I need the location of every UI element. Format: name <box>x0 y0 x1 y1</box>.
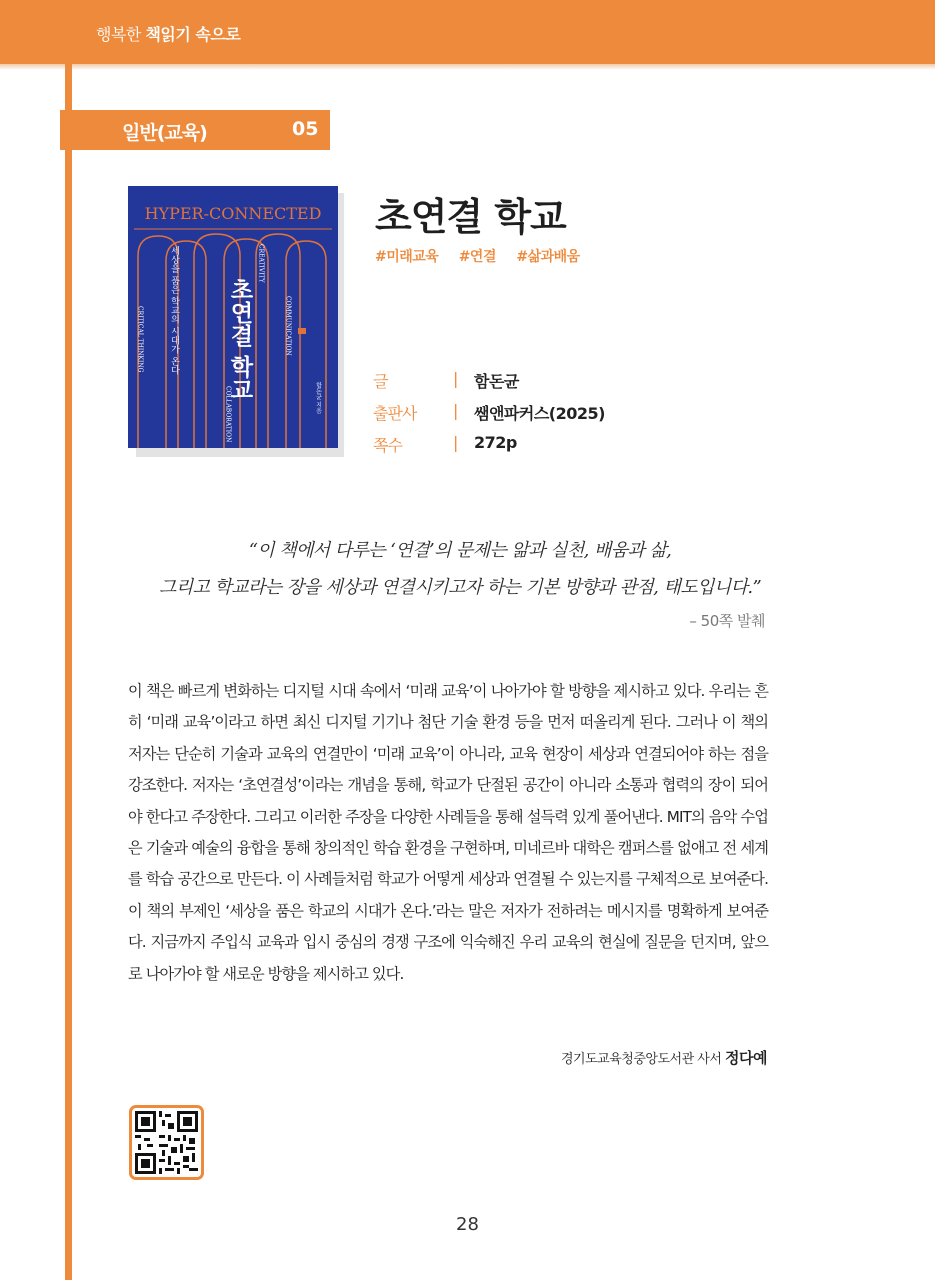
meta-value: 272p <box>474 433 517 452</box>
cover-title-en: HYPER-CONNECTED <box>144 204 322 223</box>
pull-quote <box>80 532 840 606</box>
cover-word-collaboration: COLLABORATION <box>224 386 232 443</box>
left-margin-rule <box>65 64 72 1280</box>
book-cover <box>128 186 338 448</box>
meta-value: 쌤앤파커스(2025) <box>474 404 605 423</box>
meta-separator: | <box>453 369 459 388</box>
series-title-prefix: 행복한 <box>96 25 146 44</box>
meta-separator: | <box>453 433 459 452</box>
cover-word-critical: CRITICAL THINKING <box>136 306 144 373</box>
page-number: 28 <box>456 1214 479 1235</box>
book-title: 초연결 학교 <box>375 195 566 239</box>
series-title-bold: 책읽기 속으로 <box>145 25 241 44</box>
meta-key: 글 <box>373 372 388 391</box>
cover-subtitle-ko: 세상을 품은 학교의 시대가 온다 <box>169 246 179 375</box>
category-tab <box>60 110 330 150</box>
tag: #연결 <box>458 249 496 265</box>
meta-value: 함돈균 <box>474 372 519 391</box>
reviewer-name: 정다예 <box>725 1049 767 1067</box>
tag: #삶과배움 <box>516 249 580 265</box>
category-number: 05 <box>292 118 319 140</box>
header-shadow <box>0 64 935 70</box>
review-body: 이 책은 빠르게 변화하는 디지털 시대 속에서 ‘미래 교육’이 나아가야 할 방향을 제시하고 있다. 우리는 흔히 ‘미래 교육’이라고 하면 최신 디지털 기기나 첨단 기술 환경 등을 먼저 떠올리게 된다. 그러나 이 책의 저자는 단순히 기술과 교육의 연결만이 ‘미래 교육’이 아니라, 교육 현장이 세상과 연결되어야 하는 점을 강조한다. 저자는 ‘초연결성’이라는 개념을 통해, 학교가 단절된 공간이 아니라 소통과 협력의 장이 되어야 한다고 주장한다. 그리고 이러한 주장을 다양한 사례들을 통해 설득력 있게 풀어낸다. MIT의 음악 수업은 기술과 예술의 융합을 통해 창의적인 학습 환경을 구현하며, 미네르바 대학은 캠퍼스를 없애고 전 세계를 학습 공간으로 만든다. 이 사례들처럼 학교가 어떻게 세상과 연결될 수 있는지를 구체적으로 보여준다. 이 책의 부제인 ‘세상을 품은 학교의 시대가 온다.’라는 말은 저자가 전하려는 메시지를 명확하게 보여준다. 지금까지 주입식 교육과 입시 중심의 경쟁 구조에 익숙해진 우리 교육의 현실에 질문을 던지며, 앞으로 나아가야 할 새로운 방향을 제시하고 있다. <box>128 682 768 983</box>
meta-key: 쪽수 <box>373 436 402 455</box>
meta-separator: | <box>453 401 459 420</box>
tag-list <box>375 246 596 266</box>
reviewer-affiliation: 경기도교육청중앙도서관 사서 <box>560 1052 726 1067</box>
cover-title-ko: 초연결 학교 <box>226 278 254 402</box>
book-icon <box>298 328 306 334</box>
meta-key: 출판사 <box>373 404 417 423</box>
cover-word-creativity: CREATIVITY <box>257 244 265 283</box>
cover-author-small: 함돈균 지음 <box>314 382 322 414</box>
cover-word-communication: COMMUNICATION <box>284 296 292 356</box>
qr-code[interactable] <box>129 1105 204 1180</box>
reviewer-credit <box>561 1047 767 1068</box>
quote-source: – 50쪽 발췌 <box>689 612 765 630</box>
qr-code-icon <box>135 1111 198 1174</box>
quote-line-2: 그리고 학교라는 장을 세상과 연결시키고자 하는 기본 방향과 관점, 태도입니다.” <box>158 577 762 598</box>
tag: #미래교육 <box>375 249 439 265</box>
quote-line-1: “이 책에서 다루는 ‘연결’의 문제는 앎과 실천, 배움과 삶, <box>248 540 672 561</box>
book-cover-art <box>128 186 338 448</box>
series-title <box>96 22 240 45</box>
category-label: 일반(교육) <box>122 122 207 144</box>
